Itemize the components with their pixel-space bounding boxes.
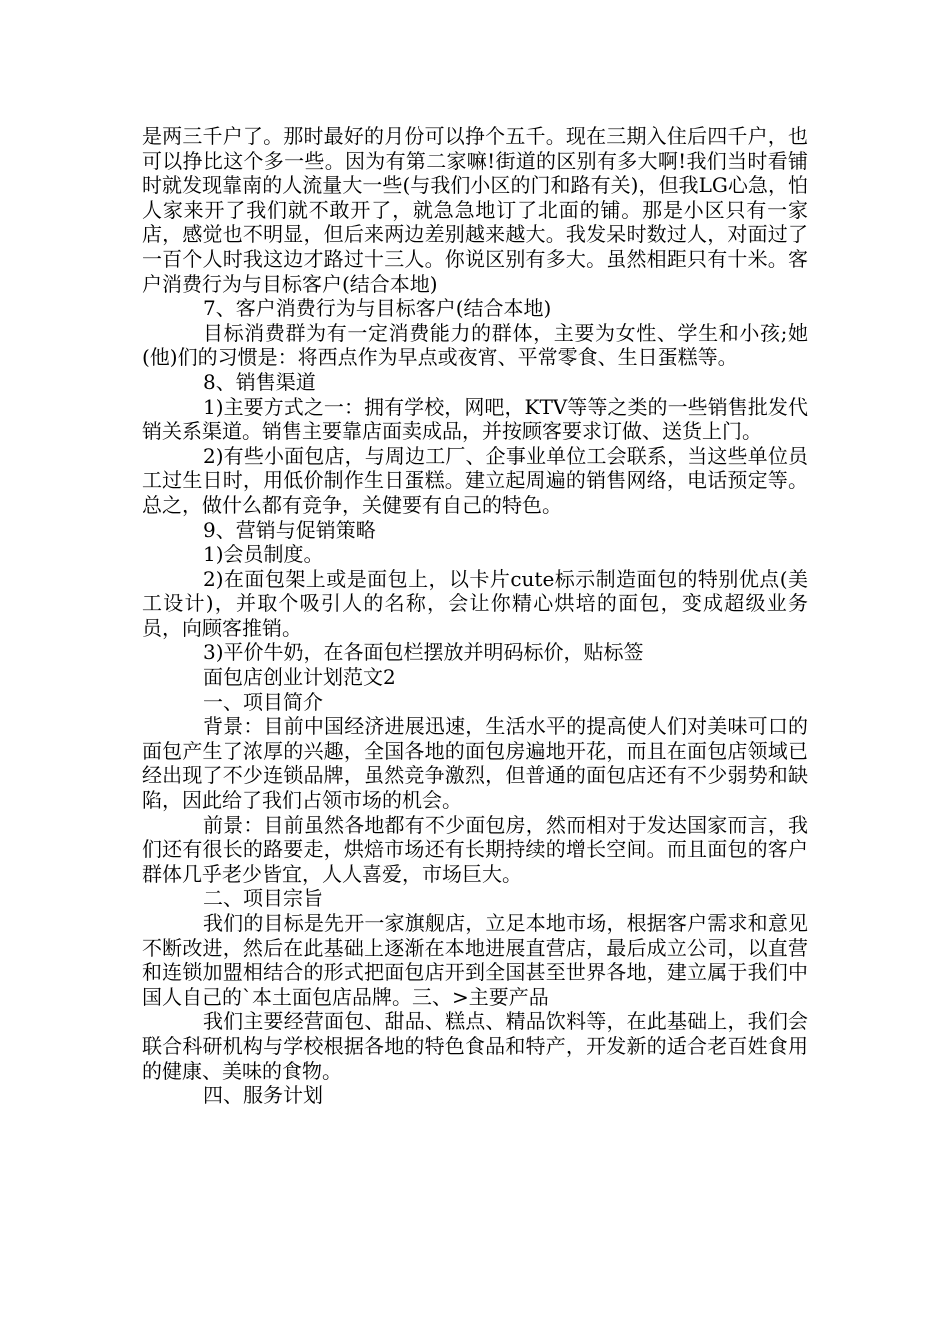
- paragraph-marketing-2: 2)在面包架上或是面包上，以卡片cute标示制造面包的特别优点(美工设计)，并取个吸引人的名称，会让你精心烘培的面包，变成超级业务员，向顾客推销。: [142, 566, 808, 640]
- heading-marketing-strategy: 9、营销与促销策略: [203, 517, 376, 542]
- heading-service-plan: 四、服务计划: [203, 1083, 323, 1108]
- document-body: [142, 124, 808, 1108]
- paragraph-marketing-3: 3)平价牛奶，在各面包栏摆放并明码标价，贴标签: [203, 640, 644, 665]
- paragraph-sales-channel-2: 2)有些小面包店，与周边工厂、企事业单位工会联系，当这些单位员工过生日时，用低价制作生日蛋糕。建立起周遍的销售网络，电话预定等。总之，做什么都有竞争，关健要有自己的特色。: [142, 443, 808, 517]
- heading-project-intro: 一、项目简介: [203, 689, 323, 714]
- paragraph-products: 我们主要经营面包、甜品、糕点、精品饮料等，在此基础上，我们会联合科研机构与学校根据各地的特色食品和特产，开发新的适合老百姓食用的健康、美味的食物。: [142, 1009, 808, 1083]
- heading-project-purpose: 二、项目宗旨: [203, 886, 323, 911]
- paragraph-goals: 我们的目标是先开一家旗舰店，立足本地市场，根据客户需求和意见不断改进，然后在此基础上逐渐在本地进展直营店，最后成立公司，以直营和连锁加盟相结合的形式把面包店开到全国甚至世界各地，建立属于我们中国人自己的`本土面包店品牌。三、>主要产品: [142, 911, 808, 1009]
- paragraph-background: 背景：目前中国经济进展迅速，生活水平的提高使人们对美味可口的面包产生了浓厚的兴趣，全国各地的面包房遍地开花，而且在面包店领域已经出现了不少连锁品牌，虽然竞争激烈，但普通的面包店还有不少弱势和缺陷，因此给了我们占领市场的机会。: [142, 714, 808, 813]
- paragraph-marketing-1: 1)会员制度。: [203, 542, 324, 567]
- paragraph-continuation: 是两三千户了。那时最好的月份可以挣个五千。现在三期入住后四千户，也可以挣比这个多一些。因为有第二家嘛!街道的区别有多大啊!我们当时看铺时就发现靠南的人流量大一些(与我们小区的门和路有关)，但我LG心急，怕人家来开了我们就不敢开了，就急急地订了北面的铺。那是小区只有一家店，感觉也不明显，但后来两边差别越来越大。我发呆时数过人，对面过了一百个人时我这边才路过十三人。你说区别有多大。虽然相距只有十米。客户消费行为与目标客户(结合本地): [142, 124, 808, 296]
- section-title-plan-2: 面包店创业计划范文2: [203, 665, 396, 690]
- paragraph-sales-channel-1: 1)主要方式之一：拥有学校，网吧，KTV等等之类的一些销售批发代销关系渠道。销售主要靠店面卖成品，并按顾客要求订做、送货上门。: [142, 394, 808, 444]
- heading-sales-channels: 8、销售渠道: [203, 369, 316, 394]
- paragraph-target-consumers: 目标消费群为有一定消费能力的群体，主要为女性、学生和小孩;她(他)们的习惯是：将西点作为早点或夜宵、平常零食、生日蛋糕等。: [142, 320, 808, 370]
- paragraph-prospects: 前景：目前虽然各地都有不少面包房，然而相对于发达国家而言，我们还有很长的路要走，烘焙市场还有长期持续的增长空间。而且面包的客户群体几乎老少皆宜，人人喜爱，市场巨大。: [142, 812, 808, 886]
- heading-customer-behavior: 7、客户消费行为与目标客户(结合本地): [203, 296, 552, 321]
